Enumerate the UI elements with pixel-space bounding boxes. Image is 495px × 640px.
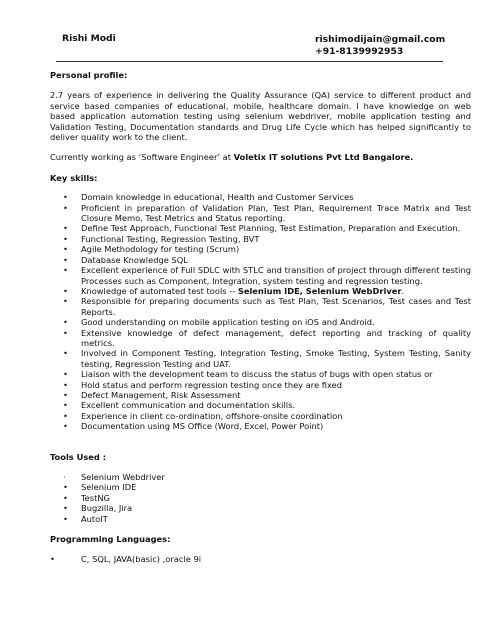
tool-item: • AutoIT xyxy=(50,514,471,524)
header xyxy=(62,33,446,58)
skills-title: Key skills: xyxy=(50,172,98,183)
skill-item xyxy=(50,286,471,296)
skill-item: • Defect Management, Risk Assessment xyxy=(50,390,471,400)
skill-item: • Hold status and perform regression testing once they are fixed xyxy=(50,380,471,390)
languages-text: C, SQL, JAVA(basic) ,oracle 9i xyxy=(81,554,202,565)
current-role xyxy=(50,152,471,162)
skill-item: • Proficient in preparation of Validation Plan, Test Plan, Requirement Trace Matrix and Test Closure Memo, Test Metrics and Status reporting. xyxy=(50,203,471,224)
current-company: Voletix IT solutions Pvt Ltd Bangalore. xyxy=(233,152,414,163)
header-divider xyxy=(56,61,443,62)
tool-item: · Selenium Webdriver xyxy=(50,472,471,482)
contact-info xyxy=(315,34,445,57)
phone: +91-8139992953 xyxy=(315,45,404,57)
skill-auto-end: . xyxy=(401,285,405,296)
candidate-name: Rishi Modi xyxy=(62,33,116,44)
tools-title: Tools Used : xyxy=(50,451,107,462)
languages-title: Programming Languages: xyxy=(50,534,171,545)
current-role-prefix: Currently working as ‘Software Engineer’ at xyxy=(50,152,234,163)
skill-item: • Documentation using MS Office (Word, Excel, Power Point) xyxy=(50,421,471,431)
skill-auto-tools: Selenium IDE, Selenium WebDriver xyxy=(237,285,402,296)
skill-item: • Experience in client co-ordination, offshore-onsite coordination xyxy=(50,411,471,421)
skill-item: • Excellent communication and documentation skills. xyxy=(50,400,471,410)
skills-list xyxy=(50,192,471,431)
skill-item: • Domain knowledge in educational, Health and Customer Services xyxy=(50,192,471,202)
tools-list xyxy=(50,472,471,524)
skill-item: • Involved in Component Testing, Integration Testing, Smoke Testing, System Testing, Sanity testing, Regression Testing and UAT. xyxy=(50,348,471,369)
tool-item: • TestNG xyxy=(50,493,471,503)
languages-bullet: • xyxy=(50,554,55,565)
profile-text: 2.7 years of experience in delivering the Quality Assurance (QA) service to different product and service based companies of educational, mobile, healthcare domain. I have knowledge on web based application automation testing using selenium webdriver, mobile application testing and Validation Testing, Documentation standards and Drug Life Cycle which has helped significantly to deliver quality work to the client. xyxy=(50,90,471,143)
email: rishimodijain@gmail.com xyxy=(315,34,446,45)
tool-item: • Selenium IDE xyxy=(50,482,471,492)
skill-item: • Extensive knowledge of defect management, defect reporting and tracking of quality metrics. xyxy=(50,328,471,349)
languages-row xyxy=(50,554,471,564)
skill-item: • Responsible for preparing documents such as Test Plan, Test Scenarios, Test cases and Test Reports. xyxy=(50,296,471,317)
skill-item: • Database Knowledge SQL xyxy=(50,255,471,265)
skill-item: • Good understanding on mobile application testing on iOS and Android. xyxy=(50,317,471,327)
profile-title: Personal profile: xyxy=(50,70,128,80)
skill-item: • Excellent experience of Full SDLC with STLC and transition of project through different testing Processes such as Component, Integration, system testing and regression testing. xyxy=(50,265,471,286)
skill-item: • Define Test Approach, Functional Test Planning, Test Estimation, Preparation and Execution. xyxy=(50,223,471,233)
tool-item: • Bugzilla, Jira xyxy=(50,503,471,513)
skill-item: • Liaison with the development team to discuss the status of bugs with open status or xyxy=(50,369,471,379)
resume-body xyxy=(50,70,471,565)
skill-auto-prefix: Knowledge of automated test tools -- xyxy=(81,285,238,296)
skill-item: • Agile Methodology for testing (Scrum) xyxy=(50,244,471,254)
skill-item: • Functional Testing, Regression Testing, BVT xyxy=(50,234,471,244)
